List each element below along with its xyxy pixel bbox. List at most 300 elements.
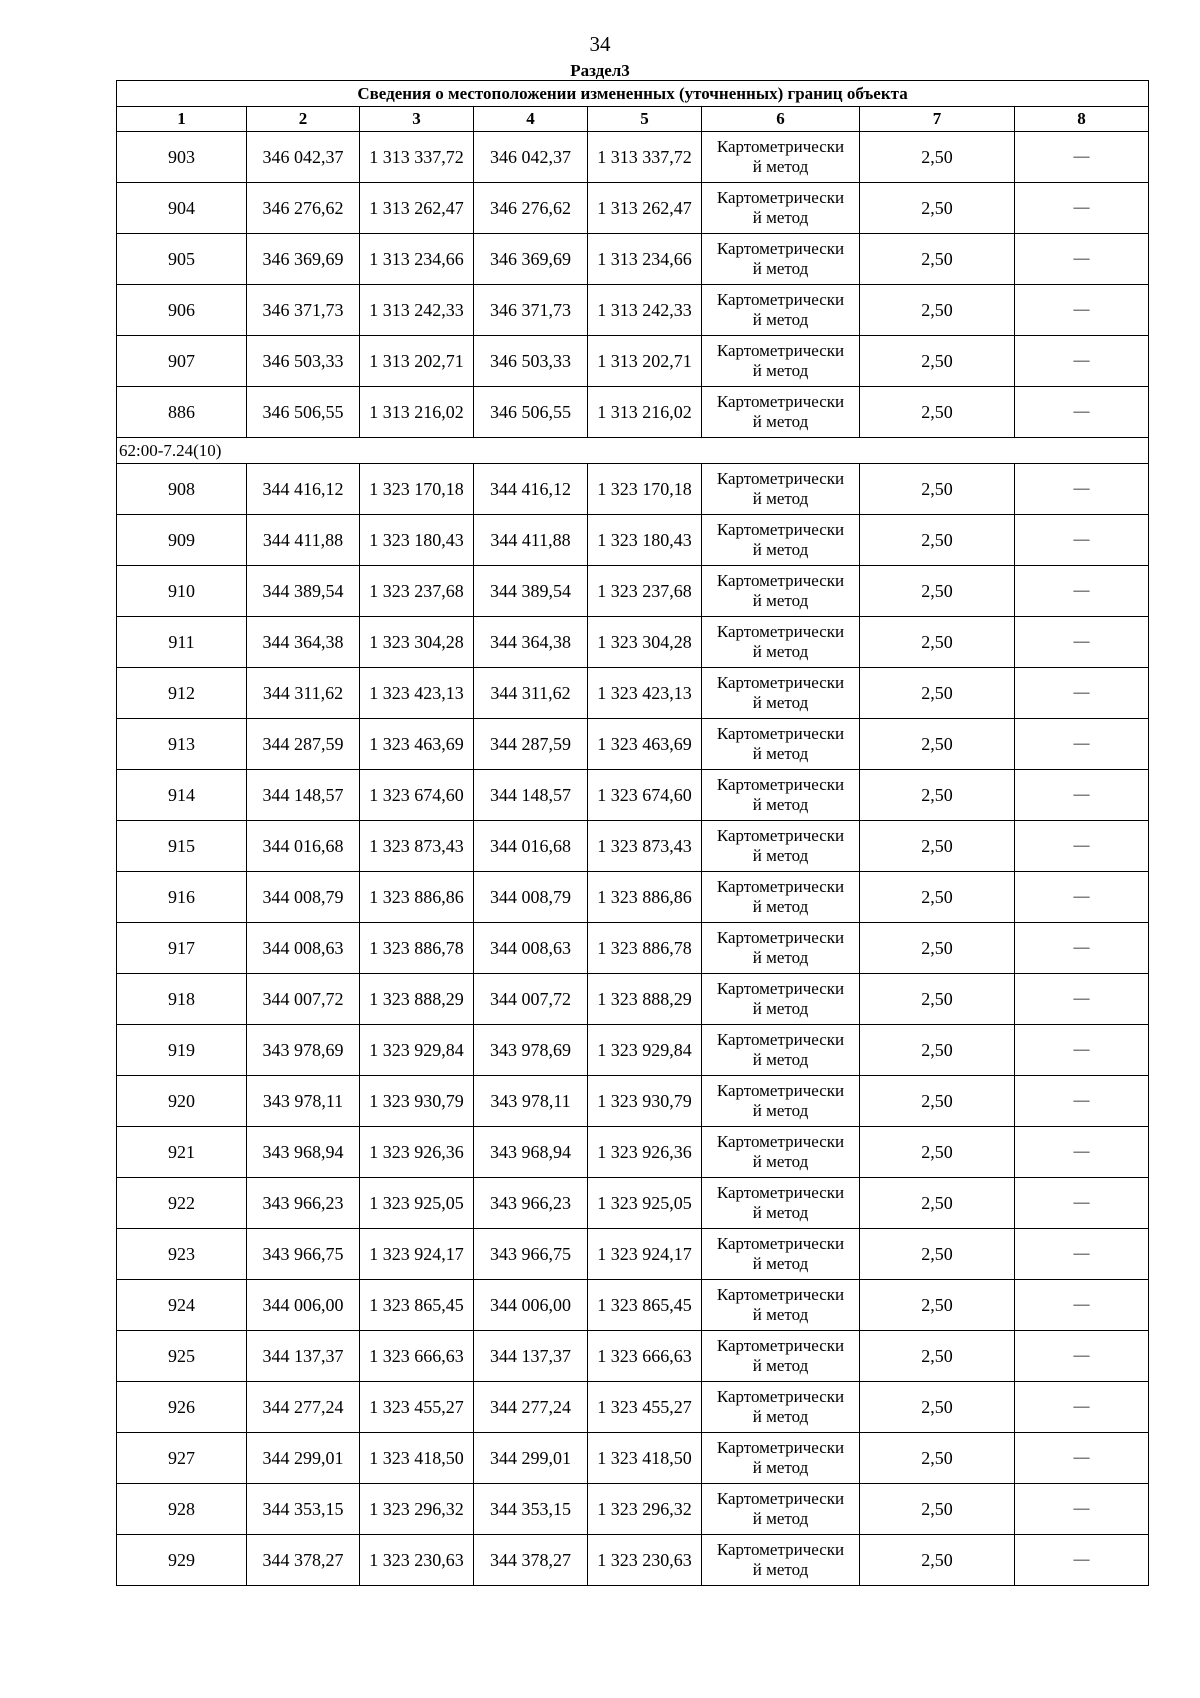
column-number-8: 8 — [1015, 107, 1149, 132]
point-number-cell: 912 — [117, 668, 247, 719]
method-line-1: Картометрически — [716, 392, 845, 411]
column-number-6: 6 — [702, 107, 860, 132]
table-row — [117, 1178, 1149, 1229]
accuracy-cell: 2,50 — [860, 1433, 1015, 1484]
table-row — [117, 234, 1149, 285]
method-line-1: Картометрически — [716, 1387, 845, 1406]
updated-x-cell: 344 389,54 — [474, 566, 588, 617]
point-number-cell: 911 — [117, 617, 247, 668]
existing-x-cell: 344 008,63 — [247, 923, 360, 974]
method-cell — [702, 1127, 860, 1178]
method-line-1: Картометрически — [716, 1438, 845, 1457]
dash-cell: — — [1015, 285, 1149, 336]
group-row — [117, 438, 1149, 464]
updated-x-cell: 346 371,73 — [474, 285, 588, 336]
existing-x-cell: 344 364,38 — [247, 617, 360, 668]
point-number-cell: 927 — [117, 1433, 247, 1484]
method-line-2: й метод — [752, 1050, 809, 1069]
table-row — [117, 515, 1149, 566]
updated-y-cell: 1 323 929,84 — [588, 1025, 702, 1076]
dash-cell: — — [1015, 974, 1149, 1025]
updated-y-cell: 1 323 886,86 — [588, 872, 702, 923]
method-line-1: Картометрически — [716, 1234, 845, 1253]
existing-y-cell: 1 313 216,02 — [360, 387, 474, 438]
point-number-cell: 908 — [117, 464, 247, 515]
method-cell — [702, 1280, 860, 1331]
point-number-cell: 903 — [117, 132, 247, 183]
updated-y-cell: 1 323 296,32 — [588, 1484, 702, 1535]
accuracy-cell: 2,50 — [860, 464, 1015, 515]
page-number: 34 — [589, 32, 611, 56]
existing-y-cell: 1 323 925,05 — [360, 1178, 474, 1229]
method-line-1: Картометрически — [716, 290, 845, 309]
method-line-2: й метод — [752, 310, 809, 329]
updated-x-cell: 344 277,24 — [474, 1382, 588, 1433]
dash-cell: — — [1015, 872, 1149, 923]
method-cell — [702, 183, 860, 234]
accuracy-cell: 2,50 — [860, 1127, 1015, 1178]
point-number-cell: 921 — [117, 1127, 247, 1178]
updated-x-cell: 344 411,88 — [474, 515, 588, 566]
column-number-4: 4 — [474, 107, 588, 132]
table-row — [117, 1535, 1149, 1586]
updated-y-cell: 1 313 242,33 — [588, 285, 702, 336]
method-line-1: Картометрически — [716, 775, 845, 794]
method-cell — [702, 464, 860, 515]
accuracy-cell: 2,50 — [860, 617, 1015, 668]
dash-cell: — — [1015, 1433, 1149, 1484]
table-row — [117, 566, 1149, 617]
method-cell — [702, 668, 860, 719]
method-line-2: й метод — [752, 208, 809, 227]
existing-x-cell: 343 978,69 — [247, 1025, 360, 1076]
method-line-1: Картометрически — [716, 520, 845, 539]
method-cell — [702, 974, 860, 1025]
updated-x-cell: 344 148,57 — [474, 770, 588, 821]
existing-y-cell: 1 313 262,47 — [360, 183, 474, 234]
updated-y-cell: 1 323 304,28 — [588, 617, 702, 668]
accuracy-cell: 2,50 — [860, 923, 1015, 974]
table-row — [117, 464, 1149, 515]
table-row — [117, 285, 1149, 336]
method-line-1: Картометрически — [716, 1081, 845, 1100]
updated-x-cell: 344 007,72 — [474, 974, 588, 1025]
method-line-1: Картометрически — [716, 1132, 845, 1151]
dash-cell: — — [1015, 1382, 1149, 1433]
coordinates-table — [116, 80, 1149, 1586]
existing-y-cell: 1 323 296,32 — [360, 1484, 474, 1535]
dash-cell: — — [1015, 1076, 1149, 1127]
existing-y-cell: 1 323 930,79 — [360, 1076, 474, 1127]
table-row — [117, 617, 1149, 668]
existing-x-cell: 344 416,12 — [247, 464, 360, 515]
updated-y-cell: 1 323 924,17 — [588, 1229, 702, 1280]
point-number-cell: 917 — [117, 923, 247, 974]
method-line-2: й метод — [752, 1560, 809, 1579]
point-number-cell: 929 — [117, 1535, 247, 1586]
accuracy-cell: 2,50 — [860, 872, 1015, 923]
column-number-row — [117, 107, 1149, 132]
column-number-2: 2 — [247, 107, 360, 132]
updated-x-cell: 344 016,68 — [474, 821, 588, 872]
dash-cell: — — [1015, 1484, 1149, 1535]
accuracy-cell: 2,50 — [860, 1535, 1015, 1586]
existing-x-cell: 344 411,88 — [247, 515, 360, 566]
accuracy-cell: 2,50 — [860, 1229, 1015, 1280]
method-line-2: й метод — [752, 1203, 809, 1222]
point-number-cell: 920 — [117, 1076, 247, 1127]
method-cell — [702, 872, 860, 923]
method-line-1: Картометрически — [716, 1030, 845, 1049]
method-cell — [702, 132, 860, 183]
accuracy-cell: 2,50 — [860, 1280, 1015, 1331]
method-line-1: Картометрически — [716, 928, 845, 947]
table-row — [117, 132, 1149, 183]
updated-y-cell: 1 323 455,27 — [588, 1382, 702, 1433]
existing-y-cell: 1 323 463,69 — [360, 719, 474, 770]
updated-x-cell: 344 006,00 — [474, 1280, 588, 1331]
table-row — [117, 1382, 1149, 1433]
dash-cell: — — [1015, 821, 1149, 872]
dash-cell: — — [1015, 1127, 1149, 1178]
method-line-2: й метод — [752, 795, 809, 814]
accuracy-cell: 2,50 — [860, 132, 1015, 183]
method-cell — [702, 1433, 860, 1484]
method-line-1: Картометрически — [716, 1183, 845, 1202]
existing-y-cell: 1 323 455,27 — [360, 1382, 474, 1433]
updated-x-cell: 343 978,69 — [474, 1025, 588, 1076]
method-line-2: й метод — [752, 1152, 809, 1171]
dash-cell: — — [1015, 464, 1149, 515]
updated-y-cell: 1 323 463,69 — [588, 719, 702, 770]
updated-x-cell: 343 978,11 — [474, 1076, 588, 1127]
dash-cell: — — [1015, 617, 1149, 668]
method-line-1: Картометрически — [716, 571, 845, 590]
method-cell — [702, 1331, 860, 1382]
updated-x-cell: 346 503,33 — [474, 336, 588, 387]
method-line-2: й метод — [752, 642, 809, 661]
method-line-2: й метод — [752, 540, 809, 559]
existing-y-cell: 1 323 888,29 — [360, 974, 474, 1025]
point-number-cell: 922 — [117, 1178, 247, 1229]
column-number-7: 7 — [860, 107, 1015, 132]
existing-y-cell: 1 313 337,72 — [360, 132, 474, 183]
updated-y-cell: 1 323 888,29 — [588, 974, 702, 1025]
existing-x-cell: 346 371,73 — [247, 285, 360, 336]
method-line-2: й метод — [752, 157, 809, 176]
method-line-1: Картометрически — [716, 1336, 845, 1355]
point-number-cell: 906 — [117, 285, 247, 336]
updated-x-cell: 344 137,37 — [474, 1331, 588, 1382]
point-number-cell: 916 — [117, 872, 247, 923]
existing-y-cell: 1 323 666,63 — [360, 1331, 474, 1382]
updated-x-cell: 346 369,69 — [474, 234, 588, 285]
method-line-1: Картометрически — [716, 1489, 845, 1508]
updated-y-cell: 1 313 262,47 — [588, 183, 702, 234]
method-line-2: й метод — [752, 1254, 809, 1273]
point-number-cell: 904 — [117, 183, 247, 234]
updated-x-cell: 344 311,62 — [474, 668, 588, 719]
table-row — [117, 770, 1149, 821]
dash-cell: — — [1015, 923, 1149, 974]
existing-x-cell: 344 311,62 — [247, 668, 360, 719]
method-line-1: Картометрически — [716, 979, 845, 998]
existing-y-cell: 1 323 674,60 — [360, 770, 474, 821]
method-line-1: Картометрически — [716, 826, 845, 845]
updated-x-cell: 344 378,27 — [474, 1535, 588, 1586]
point-number-cell: 913 — [117, 719, 247, 770]
updated-y-cell: 1 323 237,68 — [588, 566, 702, 617]
updated-x-cell: 346 506,55 — [474, 387, 588, 438]
dash-cell: — — [1015, 132, 1149, 183]
updated-y-cell: 1 323 930,79 — [588, 1076, 702, 1127]
table-row — [117, 668, 1149, 719]
method-line-1: Картометрически — [716, 188, 845, 207]
method-line-1: Картометрически — [716, 469, 845, 488]
accuracy-cell: 2,50 — [860, 387, 1015, 438]
accuracy-cell: 2,50 — [860, 234, 1015, 285]
updated-x-cell: 344 287,59 — [474, 719, 588, 770]
accuracy-cell: 2,50 — [860, 668, 1015, 719]
table-caption: Сведения о местоположении измененных (уточненных) границ объекта — [117, 81, 1149, 107]
method-line-2: й метод — [752, 999, 809, 1018]
existing-y-cell: 1 323 924,17 — [360, 1229, 474, 1280]
updated-y-cell: 1 313 337,72 — [588, 132, 702, 183]
existing-y-cell: 1 323 886,86 — [360, 872, 474, 923]
method-line-1: Картометрически — [716, 877, 845, 896]
table-row — [117, 1433, 1149, 1484]
method-line-2: й метод — [752, 693, 809, 712]
method-cell — [702, 1025, 860, 1076]
existing-y-cell: 1 323 873,43 — [360, 821, 474, 872]
existing-x-cell: 343 968,94 — [247, 1127, 360, 1178]
table-row — [117, 1127, 1149, 1178]
method-line-1: Картометрически — [716, 724, 845, 743]
existing-y-cell: 1 323 929,84 — [360, 1025, 474, 1076]
existing-y-cell: 1 313 234,66 — [360, 234, 474, 285]
updated-y-cell: 1 323 926,36 — [588, 1127, 702, 1178]
existing-y-cell: 1 323 170,18 — [360, 464, 474, 515]
method-line-1: Картометрически — [716, 341, 845, 360]
existing-x-cell: 344 277,24 — [247, 1382, 360, 1433]
method-cell — [702, 387, 860, 438]
accuracy-cell: 2,50 — [860, 1331, 1015, 1382]
point-number-cell: 919 — [117, 1025, 247, 1076]
method-line-2: й метод — [752, 897, 809, 916]
method-cell — [702, 770, 860, 821]
accuracy-cell: 2,50 — [860, 336, 1015, 387]
existing-y-cell: 1 323 230,63 — [360, 1535, 474, 1586]
existing-y-cell: 1 323 418,50 — [360, 1433, 474, 1484]
point-number-cell: 926 — [117, 1382, 247, 1433]
method-cell — [702, 1535, 860, 1586]
updated-y-cell: 1 313 216,02 — [588, 387, 702, 438]
updated-y-cell: 1 323 674,60 — [588, 770, 702, 821]
dash-cell: — — [1015, 566, 1149, 617]
existing-x-cell: 344 378,27 — [247, 1535, 360, 1586]
point-number-cell: 925 — [117, 1331, 247, 1382]
updated-y-cell: 1 323 925,05 — [588, 1178, 702, 1229]
dash-cell: — — [1015, 234, 1149, 285]
dash-cell: — — [1015, 387, 1149, 438]
updated-y-cell: 1 313 202,71 — [588, 336, 702, 387]
existing-x-cell: 344 008,79 — [247, 872, 360, 923]
updated-x-cell: 344 299,01 — [474, 1433, 588, 1484]
table-row — [117, 1025, 1149, 1076]
dash-cell: — — [1015, 1178, 1149, 1229]
column-number-1: 1 — [117, 107, 247, 132]
accuracy-cell: 2,50 — [860, 566, 1015, 617]
existing-y-cell: 1 323 926,36 — [360, 1127, 474, 1178]
method-cell — [702, 285, 860, 336]
method-line-2: й метод — [752, 489, 809, 508]
existing-x-cell: 344 353,15 — [247, 1484, 360, 1535]
point-number-cell: 928 — [117, 1484, 247, 1535]
dash-cell: — — [1015, 1535, 1149, 1586]
table-row — [117, 923, 1149, 974]
existing-x-cell: 344 299,01 — [247, 1433, 360, 1484]
method-line-2: й метод — [752, 1509, 809, 1528]
method-cell — [702, 1076, 860, 1127]
existing-x-cell: 344 148,57 — [247, 770, 360, 821]
updated-y-cell: 1 323 230,63 — [588, 1535, 702, 1586]
table-row — [117, 821, 1149, 872]
existing-y-cell: 1 323 304,28 — [360, 617, 474, 668]
dash-cell: — — [1015, 770, 1149, 821]
point-number-cell: 924 — [117, 1280, 247, 1331]
method-line-2: й метод — [752, 744, 809, 763]
method-cell — [702, 617, 860, 668]
method-cell — [702, 923, 860, 974]
accuracy-cell: 2,50 — [860, 1178, 1015, 1229]
point-number-cell: 918 — [117, 974, 247, 1025]
table-row — [117, 1280, 1149, 1331]
accuracy-cell: 2,50 — [860, 1382, 1015, 1433]
accuracy-cell: 2,50 — [860, 974, 1015, 1025]
table-row — [117, 336, 1149, 387]
existing-x-cell: 344 006,00 — [247, 1280, 360, 1331]
method-line-2: й метод — [752, 1305, 809, 1324]
method-line-1: Картометрически — [716, 673, 845, 692]
point-number-cell: 910 — [117, 566, 247, 617]
updated-y-cell: 1 323 865,45 — [588, 1280, 702, 1331]
updated-y-cell: 1 323 873,43 — [588, 821, 702, 872]
updated-x-cell: 344 364,38 — [474, 617, 588, 668]
dash-cell: — — [1015, 515, 1149, 566]
existing-y-cell: 1 323 865,45 — [360, 1280, 474, 1331]
updated-x-cell: 346 042,37 — [474, 132, 588, 183]
method-line-1: Картометрически — [716, 137, 845, 156]
accuracy-cell: 2,50 — [860, 1076, 1015, 1127]
dash-cell: — — [1015, 1025, 1149, 1076]
method-line-2: й метод — [752, 948, 809, 967]
accuracy-cell: 2,50 — [860, 515, 1015, 566]
method-line-2: й метод — [752, 591, 809, 610]
table-body — [117, 81, 1149, 1586]
existing-y-cell: 1 323 886,78 — [360, 923, 474, 974]
method-line-2: й метод — [752, 259, 809, 278]
accuracy-cell: 2,50 — [860, 1484, 1015, 1535]
updated-y-cell: 1 323 666,63 — [588, 1331, 702, 1382]
updated-x-cell: 343 966,23 — [474, 1178, 588, 1229]
method-line-2: й метод — [752, 1407, 809, 1426]
method-line-2: й метод — [752, 412, 809, 431]
updated-x-cell: 343 968,94 — [474, 1127, 588, 1178]
dash-cell: — — [1015, 1229, 1149, 1280]
existing-x-cell: 343 966,75 — [247, 1229, 360, 1280]
existing-x-cell: 343 978,11 — [247, 1076, 360, 1127]
group-label: 62:00-7.24(10) — [117, 438, 1149, 464]
dash-cell: — — [1015, 719, 1149, 770]
point-number-cell: 905 — [117, 234, 247, 285]
existing-x-cell: 346 369,69 — [247, 234, 360, 285]
updated-y-cell: 1 323 170,18 — [588, 464, 702, 515]
existing-y-cell: 1 323 237,68 — [360, 566, 474, 617]
accuracy-cell: 2,50 — [860, 821, 1015, 872]
dash-cell: — — [1015, 1280, 1149, 1331]
existing-x-cell: 344 287,59 — [247, 719, 360, 770]
updated-x-cell: 344 353,15 — [474, 1484, 588, 1535]
dash-cell: — — [1015, 336, 1149, 387]
method-cell — [702, 821, 860, 872]
method-cell — [702, 1229, 860, 1280]
method-line-1: Картометрически — [716, 622, 845, 641]
accuracy-cell: 2,50 — [860, 183, 1015, 234]
updated-x-cell: 343 966,75 — [474, 1229, 588, 1280]
method-line-1: Картометрически — [716, 239, 845, 258]
existing-x-cell: 344 007,72 — [247, 974, 360, 1025]
method-line-1: Картометрически — [716, 1540, 845, 1559]
existing-x-cell: 344 016,68 — [247, 821, 360, 872]
existing-x-cell: 346 506,55 — [247, 387, 360, 438]
table-row — [117, 1484, 1149, 1535]
dash-cell: — — [1015, 1331, 1149, 1382]
method-line-2: й метод — [752, 361, 809, 380]
accuracy-cell: 2,50 — [860, 719, 1015, 770]
existing-x-cell: 346 503,33 — [247, 336, 360, 387]
accuracy-cell: 2,50 — [860, 770, 1015, 821]
point-number-cell: 886 — [117, 387, 247, 438]
dash-cell: — — [1015, 183, 1149, 234]
section-title: Раздел3 — [570, 61, 630, 80]
existing-y-cell: 1 313 242,33 — [360, 285, 474, 336]
method-cell — [702, 1382, 860, 1433]
dash-cell: — — [1015, 668, 1149, 719]
point-number-cell: 923 — [117, 1229, 247, 1280]
point-number-cell: 915 — [117, 821, 247, 872]
method-cell — [702, 336, 860, 387]
method-line-2: й метод — [752, 1356, 809, 1375]
existing-x-cell: 344 389,54 — [247, 566, 360, 617]
point-number-cell: 907 — [117, 336, 247, 387]
existing-y-cell: 1 323 423,13 — [360, 668, 474, 719]
method-cell — [702, 515, 860, 566]
method-cell — [702, 719, 860, 770]
updated-x-cell: 344 416,12 — [474, 464, 588, 515]
updated-y-cell: 1 323 180,43 — [588, 515, 702, 566]
existing-y-cell: 1 323 180,43 — [360, 515, 474, 566]
accuracy-cell: 2,50 — [860, 285, 1015, 336]
updated-y-cell: 1 323 423,13 — [588, 668, 702, 719]
table-row — [117, 387, 1149, 438]
table-row — [117, 719, 1149, 770]
point-number-cell: 914 — [117, 770, 247, 821]
table-row — [117, 1331, 1149, 1382]
existing-x-cell: 346 276,62 — [247, 183, 360, 234]
updated-y-cell: 1 313 234,66 — [588, 234, 702, 285]
accuracy-cell: 2,50 — [860, 1025, 1015, 1076]
updated-y-cell: 1 323 886,78 — [588, 923, 702, 974]
